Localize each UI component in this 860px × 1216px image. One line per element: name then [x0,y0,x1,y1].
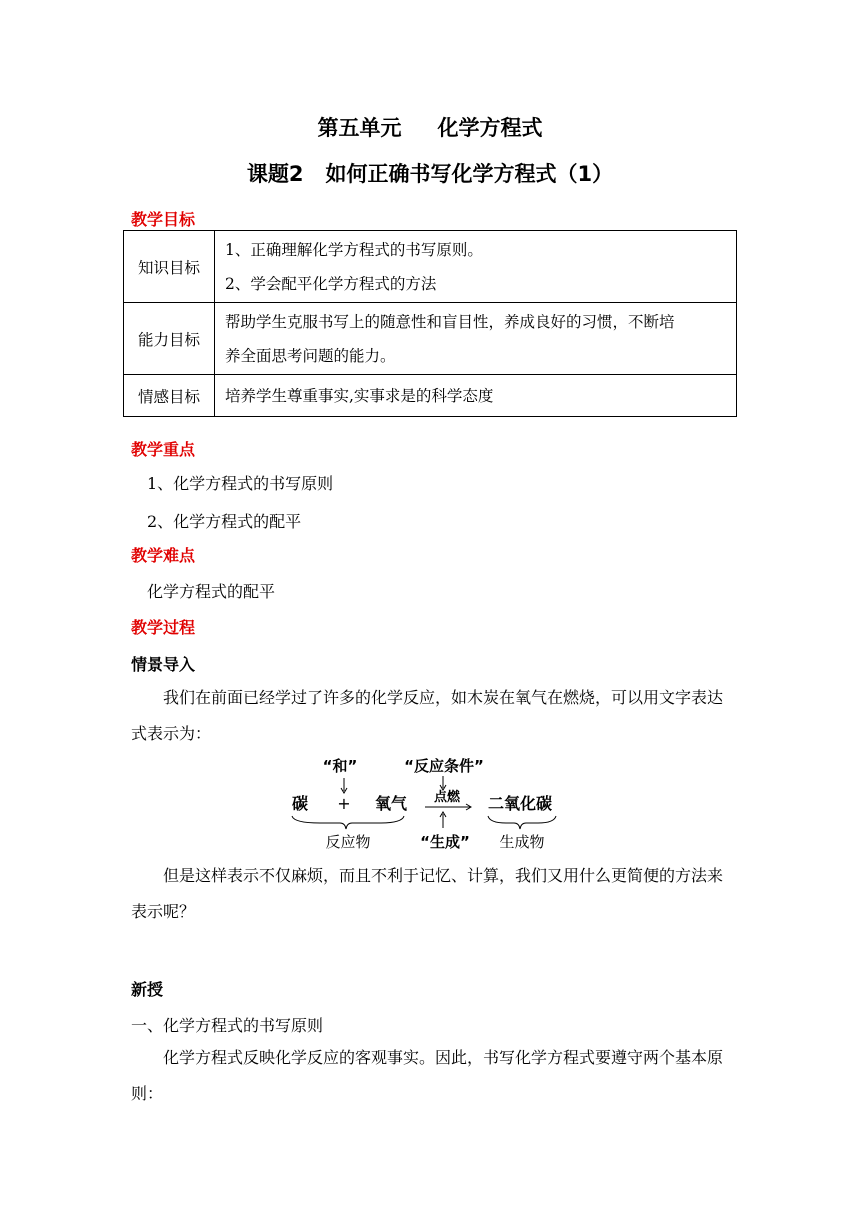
goal-label: 情感目标 [124,375,215,417]
diagram-ignite: 点燃 [433,790,461,805]
diagram-oxygen: 氧气 [374,794,408,813]
diagram-product: 二氧化碳 [487,794,553,813]
reactants-brace-icon [292,816,404,829]
intro-heading: 情景导入 [131,655,196,674]
question-paragraph: 但是这样表示不仅麻烦，而且不利于记忆、计算，我们又用什么更简便的方法来表示呢？ [131,866,724,921]
goal-line: 养全面思考问题的能力。 [225,346,396,365]
intro-paragraph: 我们在前面已经学过了许多的化学反应，如木炭在氧气在燃烧，可以用文字表达式表示为： [131,688,724,743]
word-equation-diagram [280,752,580,854]
diagram-products: 生成物 [499,833,545,851]
page-title [0,112,860,142]
difficulty-heading: 教学难点 [131,546,196,565]
goals-table [123,230,737,417]
goal-label: 能力目标 [124,303,215,375]
goal-line: 2、学会配平化学方程式的方法 [225,274,437,293]
key-points-heading: 教学重点 [131,440,196,459]
diagram-carbon: 碳 [291,794,309,813]
diagram-he-label: “和” [322,757,358,775]
section-heading: 一、化学方程式的书写原则 [131,1016,324,1035]
goal-content [215,375,737,417]
goal-content [215,303,737,375]
new-lesson-heading: 新授 [131,980,164,999]
key-point-item: 2、化学方程式的配平 [147,512,302,531]
goal-content [215,231,737,303]
difficulty-text: 化学方程式的配平 [147,582,276,601]
diagram-plus: + [337,794,351,813]
diagram-condition-label: “反应条件” [404,757,484,775]
key-point-item: 1、化学方程式的书写原则 [147,474,334,493]
goal-line: 培养学生尊重事实,实事求是的科学态度 [225,386,494,405]
goal-row-knowledge [124,231,737,303]
goal-label: 知识目标 [124,231,215,303]
goal-row-ability [124,303,737,375]
section-paragraph: 化学方程式反映化学反应的客观事实。因此，书写化学方程式要遵守两个基本原则： [131,1048,724,1103]
lesson-title: 课题2 如何正确书写化学方程式（1） [246,162,614,186]
unit-title: 第五单元 [317,116,402,140]
diagram-generate: “生成” [420,833,470,851]
process-heading: 教学过程 [131,618,196,637]
products-brace-icon [488,816,556,829]
chapter-title: 化学方程式 [437,116,543,140]
goal-row-emotion [124,375,737,417]
goals-heading: 教学目标 [131,210,196,229]
diagram-reactants: 反应物 [325,833,371,851]
goal-line: 1、正确理解化学方程式的书写原则。 [225,240,483,259]
goal-line: 帮助学生克服书写上的随意性和盲目性，养成良好的习惯，不断培 [225,312,675,331]
